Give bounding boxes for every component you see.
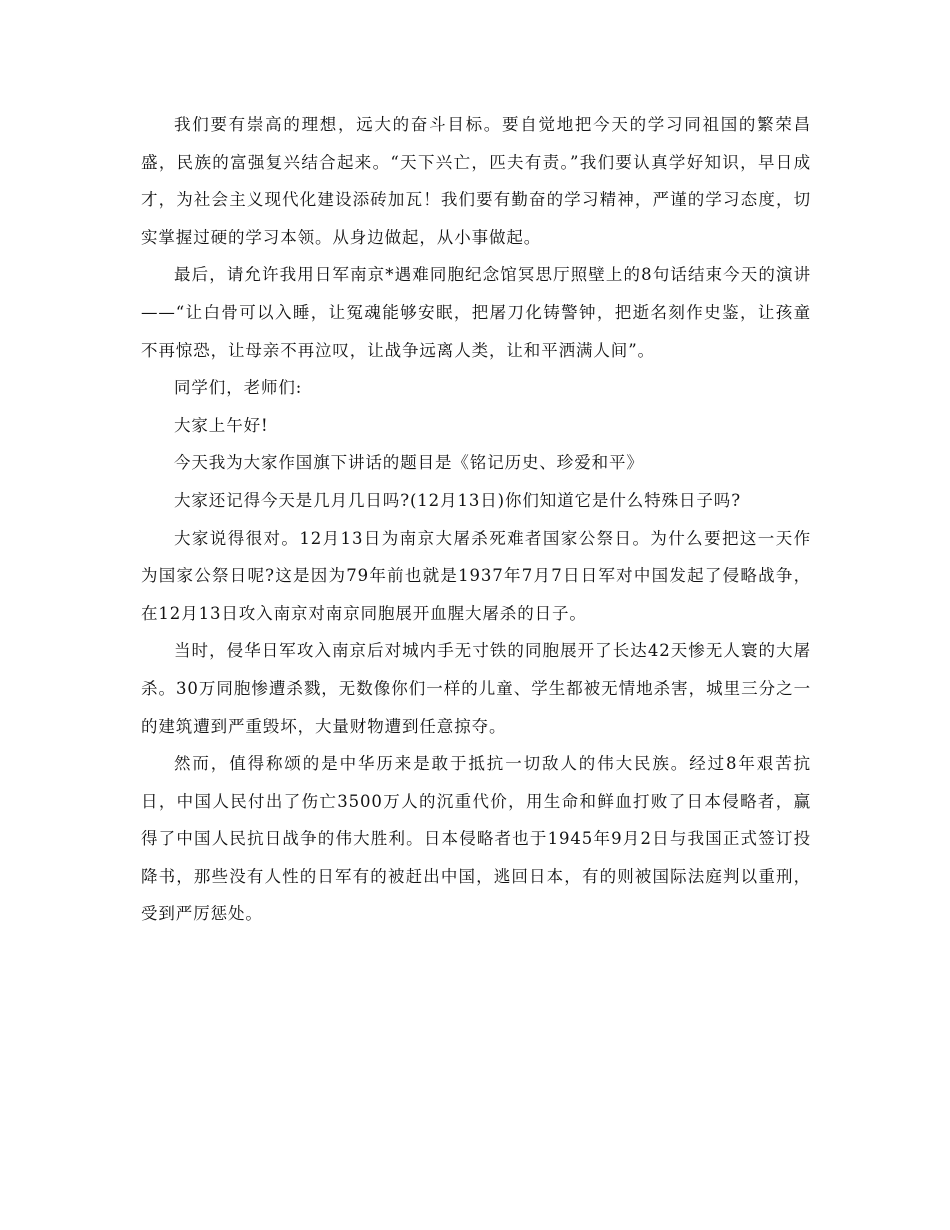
paragraph-speech-title: 今天我为大家作国旗下讲话的题目是《铭记历史、珍爱和平》 [174,453,644,473]
document-body [141,106,811,933]
paragraph-greeting: 大家上午好! [174,415,269,435]
paragraph-memorial-day: 大家说得很对。12月13日为南京大屠杀死难者国家公祭日。为什么要把这一天作为国家公祭日呢?这是因为79年前也就是1937年7月7日日军对中国发起了侵略战争，在12月13日攻入南京对南京同胞展开血腥大屠杀的日子。 [141,528,811,623]
paragraph-question: 大家还记得今天是几月几日吗?(12月13日)你们知道它是什么特殊日子吗? [174,490,741,510]
paragraph-massacre: 当时，侵华日军攻入南京后对城内手无寸铁的同胞展开了长达42天惨无人寰的大屠杀。30万同胞惨遭杀戮，无数像你们一样的儿童、学生都被无情地杀害，城里三分之一的建筑遭到严重毁坏，大量财物遭到任意掠夺。 [141,641,811,736]
paragraph-victory: 然而，值得称颂的是中华历来是敢于抵抗一切敌人的伟大民族。经过8年艰苦抗日，中国人民付出了伤亡3500万人的沉重代价，用生命和鲜血打败了日本侵略者，赢得了中国人民抗日战争的伟大胜利。日本侵略者也于1945年9月2日与我国正式签订投降书，那些没有人性的日军有的被赶出中国，逃回日本，有的则被国际法庭判以重刑，受到严厉惩处。 [141,754,811,924]
paragraph-salutation: 同学们，老师们: [174,378,303,398]
paragraph-ideals: 我们要有崇高的理想，远大的奋斗目标。要自觉地把今天的学习同祖国的繁荣昌盛，民族的富强复兴结合起来。“天下兴亡，匹夫有责。”我们要认真学好知识，早日成才，为社会主义现代化建设添砖加瓦！我们要有勤奋的学习精神，严谨的学习态度，切实掌握过硬的学习本领。从身边做起，从小事做起。 [141,115,811,247]
paragraph-closing-quote: 最后，请允许我用日军南京*遇难同胞纪念馆冥思厅照壁上的8句话结束今天的演讲——“让白骨可以入睡，让冤魂能够安眠，把屠刀化铸警钟，把逝名刻作史鉴，让孩童不再惊恐，让母亲不再泣叹，让战争远离人类，让和平洒满人间”。 [141,265,811,360]
